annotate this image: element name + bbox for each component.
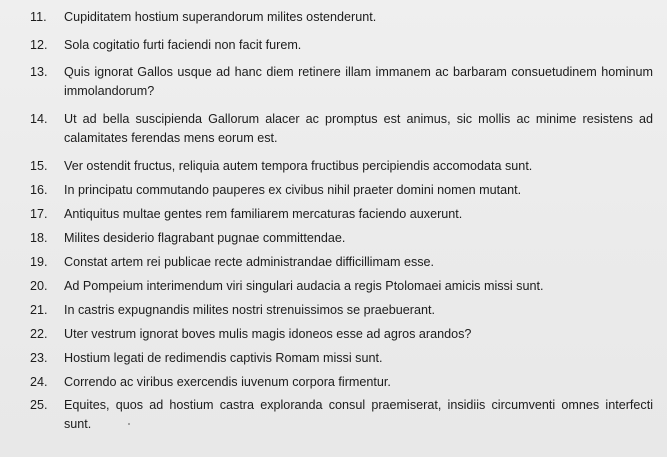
sentence-21 — [30, 301, 653, 320]
sentence-text: Ut ad bella suscipienda Gallorum alacer ac promptus est animus, sic mollis ac minime resistens ad calamitates ferendas mens eorum est. — [64, 112, 653, 145]
sentence-text: Milites desiderio flagrabant pugnae committendae. — [64, 231, 346, 245]
sentence-17 — [30, 205, 653, 224]
sentence-text: Ver ostendit fructus, reliquia autem tempora fructibus percipiendis accomodata sunt. — [64, 159, 533, 173]
speck-mark — [128, 423, 130, 425]
sentence-19 — [30, 253, 653, 272]
sentence-20 — [30, 277, 653, 296]
sentence-number: 16. — [30, 183, 48, 197]
sentence-number: 20. — [30, 279, 48, 293]
sentence-11 — [30, 8, 653, 27]
sentence-text: Equites, quos ad hostium castra exploranda consul praemiserat, insidiis circumventi omnes interfecti sunt. — [64, 398, 653, 431]
sentence-text: Antiquitus multae gentes rem familiarem mercaturas faciendo auxerunt. — [64, 207, 463, 221]
sentence-number: 21. — [30, 303, 48, 317]
sentence-number: 15. — [30, 159, 48, 173]
sentence-16 — [30, 181, 653, 200]
sentence-text: In castris expugnandis milites nostri strenuissimos se praebuerant. — [64, 303, 435, 317]
sentence-14 — [30, 110, 653, 148]
sentence-number: 18. — [30, 231, 48, 245]
sentence-18 — [30, 229, 653, 248]
sentence-number: 14. — [30, 112, 48, 126]
sentence-number: 24. — [30, 375, 48, 389]
sentence-24 — [30, 373, 653, 392]
sentence-text: Quis ignorat Gallos usque ad hanc diem retinere illam immanem ac barbaram consuetudinem hominum immolandorum? — [64, 65, 653, 98]
sentence-15 — [30, 157, 653, 176]
sentence-text: Correndo ac viribus exercendis iuvenum corpora firmentur. — [64, 375, 391, 389]
sentence-number: 19. — [30, 255, 48, 269]
sentence-number: 13. — [30, 65, 48, 79]
sentence-text: Sola cogitatio furti faciendi non facit furem. — [64, 38, 302, 52]
sentence-number: 22. — [30, 327, 48, 341]
sentence-number: 23. — [30, 351, 48, 365]
sentence-text: Cupiditatem hostium superandorum milites ostenderunt. — [64, 10, 377, 24]
sentence-text: Uter vestrum ignorat boves mulis magis idoneos esse ad agros arandos? — [64, 327, 472, 341]
sentence-text: Hostium legati de redimendis captivis Romam missi sunt. — [64, 351, 383, 365]
sentence-number: 12. — [30, 38, 48, 52]
sentence-13 — [30, 63, 653, 101]
sentence-12 — [30, 36, 653, 55]
sentence-number: 17. — [30, 207, 48, 221]
sentence-22 — [30, 325, 653, 344]
sentence-text: Constat artem rei publicae recte administrandae difficillimam esse. — [64, 255, 435, 269]
sentence-number: 25. — [30, 398, 48, 412]
sentence-23 — [30, 349, 653, 368]
sentence-text: In principatu commutando pauperes ex civibus nihil praeter domini nomen mutant. — [64, 183, 522, 197]
sentence-25 — [30, 396, 653, 434]
sentence-text: Ad Pompeium interimendum viri singulari audacia a regis Ptolomaei amicis missi sunt. — [64, 279, 544, 293]
sentence-number: 11. — [30, 10, 47, 24]
